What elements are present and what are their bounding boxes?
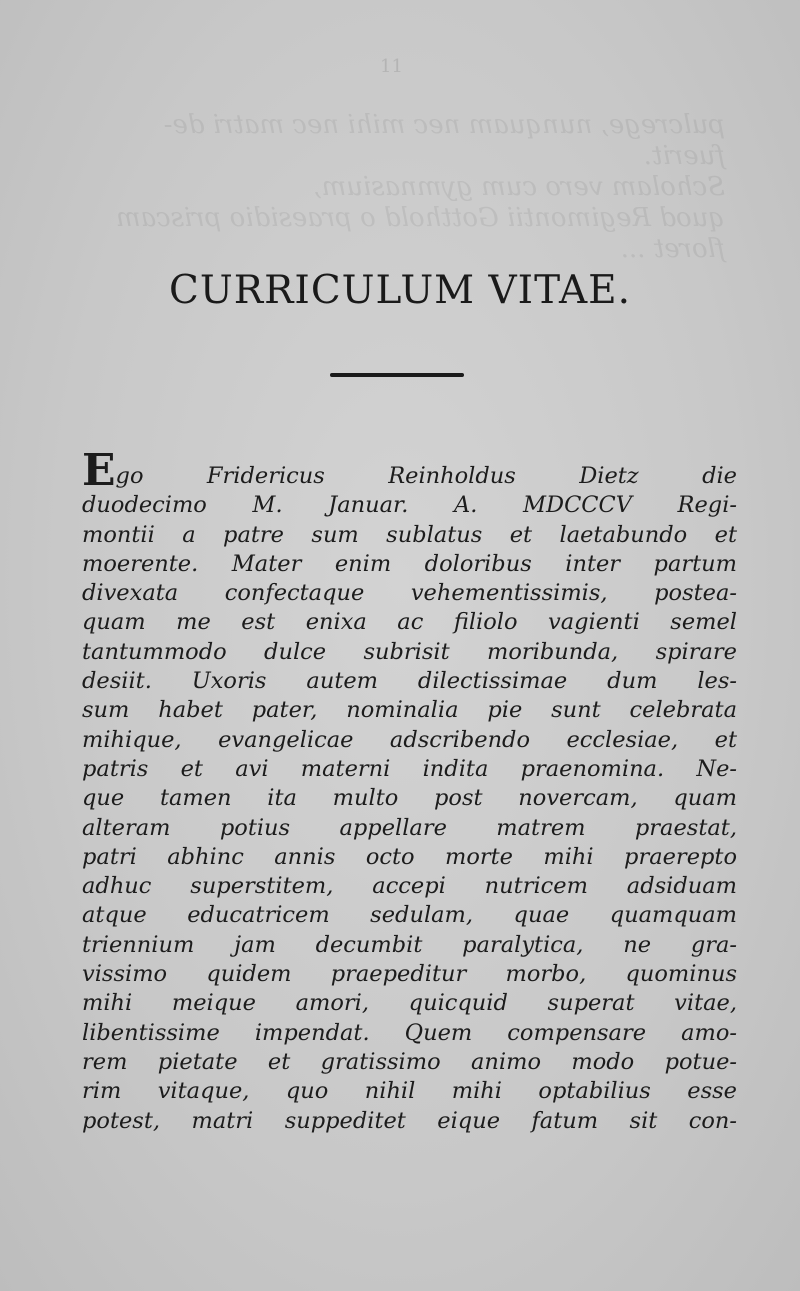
text-line: libentissime impendat. Quem compensare amo- — [82, 1019, 737, 1046]
text-line: potest, matri suppeditet eique fatum sit con- — [82, 1107, 737, 1134]
text-line: mihique, evangelicae adscribendo ecclesiae, et — [82, 726, 737, 753]
text-line: quam me est enixa ac filiolo vagienti semel — [82, 609, 737, 636]
text-line: moerente. Mater enim doloribus inter partum — [82, 550, 737, 577]
text-line: mihi meique amori, quicquid superat vitae, — [82, 990, 737, 1017]
show-through-page-number: 11 — [380, 56, 403, 77]
text-line: patri abhinc annis octo morte mihi praerepto — [82, 843, 737, 870]
text-line: divexata confectaque vehementissimis, postea- — [82, 580, 737, 607]
text-line: duodecimo M. Januar. A. MDCCCV Regi- — [82, 492, 737, 519]
text-line: tantummodo dulce subrisit moribunda, spirare — [82, 638, 737, 665]
text-line: que tamen ita multo post novercam, quam — [82, 785, 737, 812]
title-rule — [330, 373, 464, 377]
text-line: vissimo quidem praepeditur morbo, quominus — [82, 961, 737, 988]
text-line: montii a patre sum sublatus et laetabundo et — [82, 521, 737, 548]
body-text — [82, 445, 737, 1136]
text-line: adhuc superstitem, accepi nutricem adsiduam — [82, 873, 737, 900]
text-line: alteram potius appellare matrem praestat, — [82, 814, 737, 841]
show-through-text: pulcrege, nunquam nec mihi nec matri de- fuerit. Scholam vero cum gymnasium, quod Regimontii Gotthold o praesidio priscam floret ... — [115, 110, 725, 264]
text-line: atque educatricem sedulam, quae quamquam — [82, 902, 737, 929]
text-line: triennium jam decumbit paralytica, ne gra- — [82, 931, 737, 958]
page-title: CURRICULUM VITAE. — [169, 268, 631, 313]
text-line: sum habet pater, nominalia pie sunt celebrata — [82, 697, 737, 724]
drop-cap: E — [82, 445, 116, 496]
text-line: rem pietate et gratissimo animo modo potue- — [82, 1048, 737, 1075]
text-line: desiit. Uxoris autem dilectissimae dum les- — [82, 668, 737, 695]
text-line: patris et avi materni indita praenomina. Ne- — [82, 755, 737, 782]
text-line: Ego Fridericus Reinholdus Dietz die — [82, 445, 737, 496]
text-line: rim vitaque, quo nihil mihi optabilius esse — [82, 1078, 737, 1105]
